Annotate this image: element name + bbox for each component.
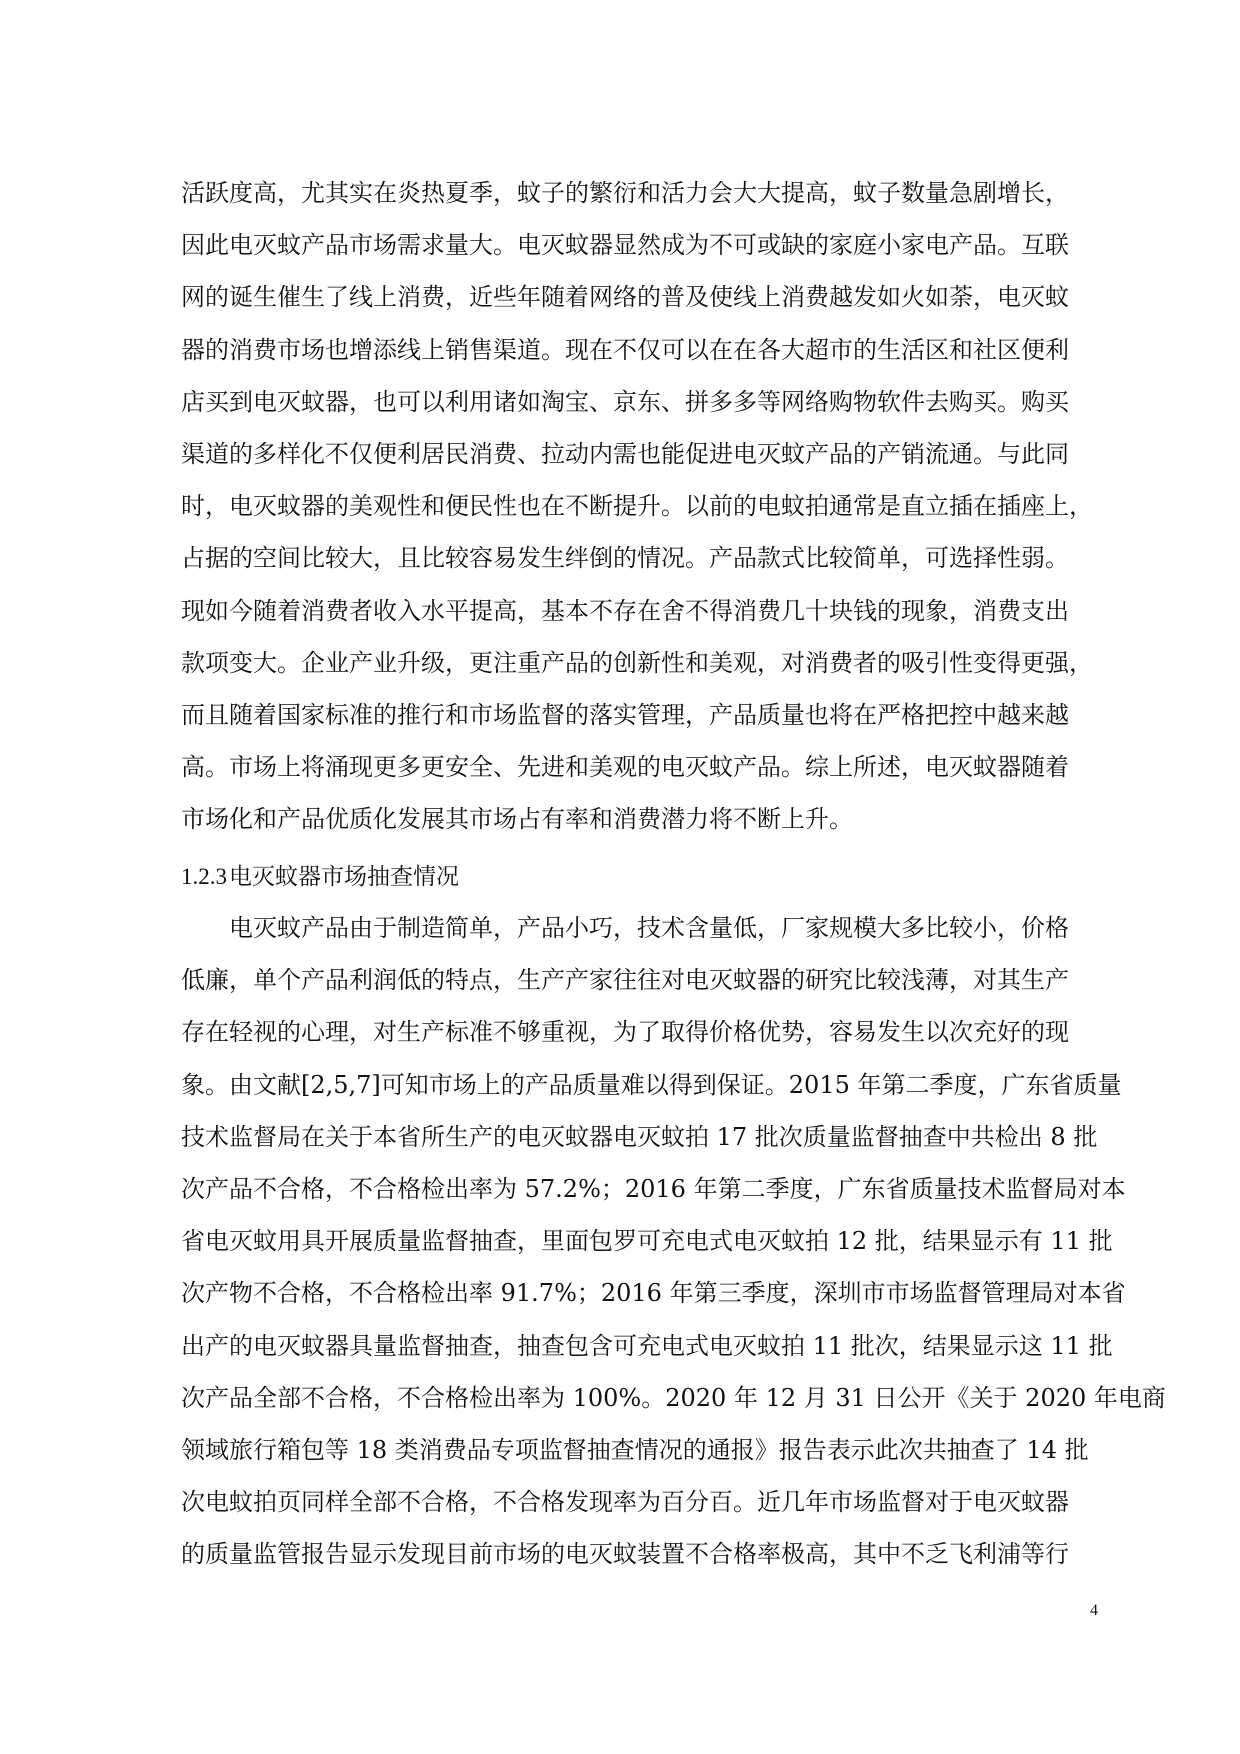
paragraph-line: 存在轻视的心理，对生产标准不够重视，为了取得价格优势，容易发生以次充好的现 [181,1018,1069,1047]
paragraph-line: 网的诞生催生了线上消费，近些年随着网络的普及使线上消费越发如火如荼，电灭蚊 [181,283,1069,312]
paragraph-line: 高。市场上将涌现更多更安全、先进和美观的电灭蚊产品。综上所述，电灭蚊器随着 [181,753,1069,782]
paragraph-line: 次产品不合格，不合格检出率为 57.2%；2016 年第二季度，广东省质量技术监督局对本 [181,1174,1126,1203]
page-number: 4 [1090,1602,1098,1619]
paragraph-line: 现如今随着消费者收入水平提高，基本不存在舍不得消费几十块钱的现象，消费支出 [181,596,1069,625]
paragraph-line: 省电灭蚊用具开展质量监督抽查，里面包罗可充电式电灭蚊拍 12 批，结果显示有 11 批 [181,1227,1113,1256]
paragraph-line: 的质量监管报告显示发现目前市场的电灭蚊装置不合格率极高，其中不乏飞利浦等行 [181,1540,1069,1569]
paragraph-line: 渠道的多样化不仅便利居民消费、拉动内需也能促进电灭蚊产品的产销流通。与此同 [181,439,1069,468]
paragraph-line: 次产物不合格，不合格检出率 91.7%；2016 年第三季度，深圳市市场监督管理局对本省 [181,1279,1126,1308]
paragraph-line: 而且随着国家标准的推行和市场监督的落实管理，产品质量也将在严格把控中越来越 [181,700,1069,729]
paragraph-line: 电灭蚊产品由于制造简单，产品小巧，技术含量低，厂家规模大多比较小，价格 [229,914,1069,942]
paragraph-line: 款项变大。企业产业升级，更注重产品的创新性和美观，对消费者的吸引性变得更强， [181,648,1093,677]
paragraph-line: 次电蚊拍页同样全部不合格，不合格发现率为百分百。近几年市场监督对于电灭蚊器 [181,1488,1069,1517]
paragraph-line: 活跃度高，尤其实在炎热夏季，蚊子的繁衍和活力会大大提高，蚊子数量急剧增长， [181,179,1069,207]
paragraph-line: 店买到电灭蚊器，也可以利用诸如淘宝、京东、拼多多等网络购物软件去购买。购买 [181,387,1069,416]
section-heading [181,857,459,897]
paragraph-line: 市场化和产品优质化发展其市场占有率和消费潜力将不断上升。 [181,805,853,834]
paragraph-line: 占据的空间比较大，且比较容易发生绊倒的情况。产品款式比较简单，可选择性弱。 [181,544,1069,573]
paragraph-line: 次产品全部不合格，不合格检出率为 100%。2020 年 12 月 31 日公开《关于 2020 年电商 [181,1383,1166,1412]
paragraph-line: 出产的电灭蚊器具量监督抽查，抽查包含可充电式电灭蚊拍 11 批次，结果显示这 11 批 [181,1331,1113,1360]
paragraph-line: 领域旅行箱包等 18 类消费品专项监督抽查情况的通报》报告表示此次共抽查了 14 批 [181,1435,1089,1464]
section-number: 1.2.3 [181,864,227,889]
section-title: 电灭蚊器市场抽查情况 [229,864,459,890]
body-paragraph-top [181,167,1121,845]
paragraph-line: 象。由文献[2,5,7]可知市场上的产品质量难以得到保证。2015 年第二季度，广东省质量 [181,1070,1122,1099]
paragraph-line: 时，电灭蚊器的美观性和便民性也在不断提升。以前的电蚊拍通常是直立插在插座上， [181,492,1093,521]
paragraph-line: 因此电灭蚊产品市场需求量大。电灭蚊器显然成为不可或缺的家庭小家电产品。互联 [181,231,1069,260]
paragraph-line: 器的消费市场也增添线上销售渠道。现在不仅可以在在各大超市的生活区和社区便利 [181,335,1069,364]
paragraph-line: 技术监督局在关于本省所生产的电灭蚊器电灭蚊拍 17 批次质量监督抽查中共检出 8 批 [181,1122,1098,1151]
paragraph-line: 低廉，单个产品利润低的特点，生产产家往往对电灭蚊器的研究比较浅薄，对其生产 [181,966,1069,995]
body-paragraph-bottom [181,902,1166,1580]
